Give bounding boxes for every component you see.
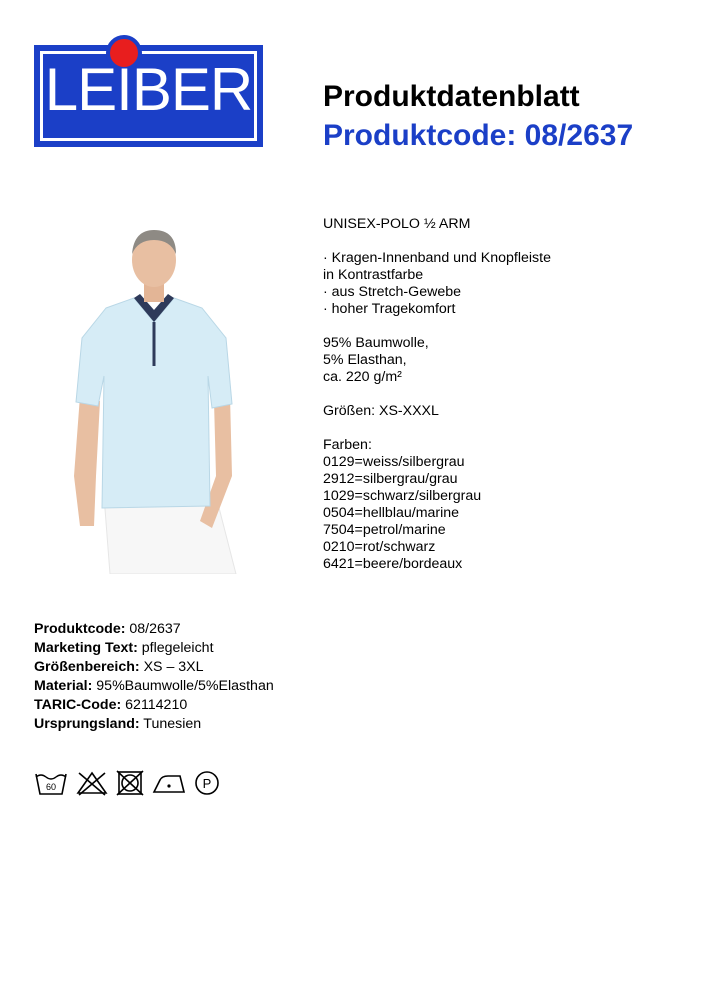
spec-label: Produktcode: (34, 621, 126, 637)
product-specs (34, 620, 274, 734)
spec-value: 62114210 (121, 697, 188, 713)
feature-item: in Kontrastfarbe (323, 267, 424, 283)
color-item: 2912=silbergrau/grau (323, 471, 458, 487)
spec-value: pflegeleicht (137, 640, 214, 656)
spec-row (34, 715, 274, 734)
spec-label: Material: (34, 678, 93, 694)
spec-row (34, 658, 274, 677)
spec-row (34, 677, 274, 696)
no-tumble-dry-icon (116, 770, 144, 796)
product-name: UNISEX-POLO ½ ARM (323, 216, 471, 232)
color-item: 0129=weiss/silbergrau (323, 454, 465, 470)
spec-value: Tunesien (139, 716, 202, 732)
spec-value: XS – 3XL (139, 659, 204, 675)
product-description (323, 216, 551, 573)
page-title: Produktdatenblatt (323, 80, 580, 113)
color-item: 0504=hellblau/marine (323, 505, 460, 521)
spec-label: TARIC-Code: (34, 697, 122, 713)
spec-label: Ursprungsland: (34, 716, 140, 732)
spec-value: 08/2637 (125, 621, 181, 637)
spec-row (34, 696, 274, 715)
spec-row (34, 639, 274, 658)
color-item: 0210=rot/schwarz (323, 539, 436, 555)
brand-logo (34, 45, 263, 147)
spec-label: Marketing Text: (34, 640, 138, 656)
no-bleach-icon (76, 770, 108, 796)
spec-row (34, 620, 274, 639)
care-symbols (34, 770, 220, 796)
feature-item: · hoher Tragekomfort (323, 301, 456, 317)
logo-text: LEIBER (44, 56, 253, 123)
material-line: ca. 220 g/m² (323, 369, 402, 385)
spec-label: Größenbereich: (34, 659, 140, 675)
wash-60-icon (34, 770, 68, 796)
product-code-title: Produktcode: 08/2637 (323, 119, 634, 152)
spec-value: 95%Baumwolle/5%Elasthan (92, 678, 274, 694)
sizes-line: Größen: XS-XXXL (323, 403, 439, 419)
color-item: 1029=schwarz/silbergrau (323, 488, 482, 504)
material-line: 5% Elasthan, (323, 352, 407, 368)
professional-clean-p-icon (194, 770, 220, 796)
color-item: 7504=petrol/marine (323, 522, 446, 538)
iron-icon (152, 770, 186, 796)
pro-clean-letter: P (202, 776, 212, 791)
colors-heading: Farben: (323, 437, 372, 453)
feature-item: · aus Stretch-Gewebe (323, 284, 461, 300)
product-photo (66, 226, 242, 574)
wash-temperature: 60 (45, 782, 57, 792)
feature-item: · Kragen-Innenband und Knopfleiste (323, 250, 551, 266)
color-item: 6421=beere/bordeaux (323, 556, 463, 572)
material-line: 95% Baumwolle, (323, 335, 429, 351)
